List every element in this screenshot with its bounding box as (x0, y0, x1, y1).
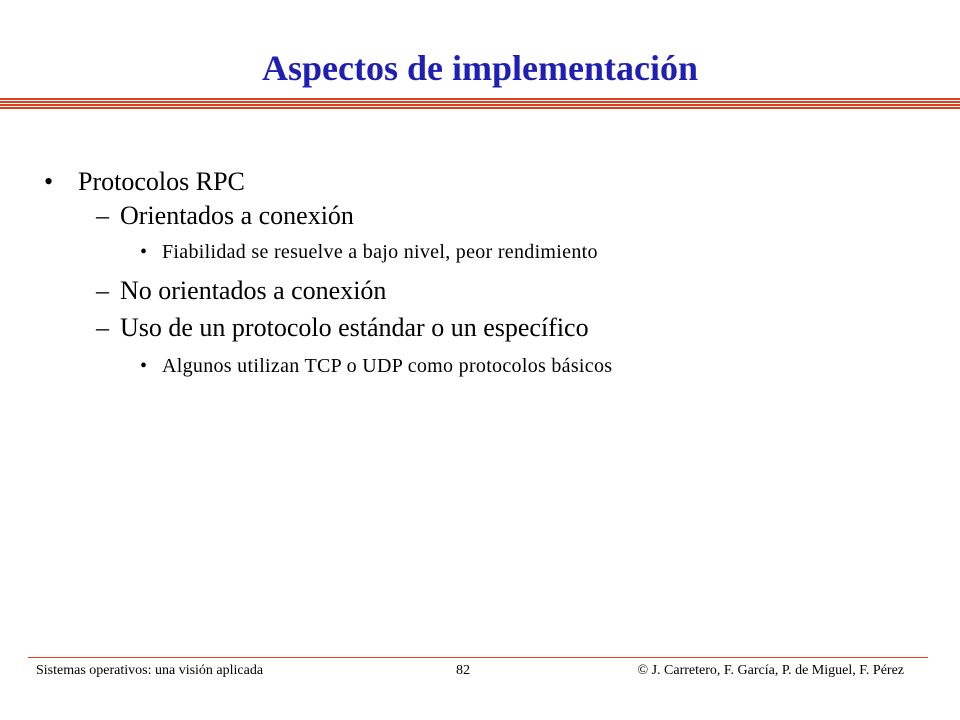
bullet-text: No orientados a conexión (120, 276, 387, 305)
dash-marker: – (96, 201, 109, 230)
bullet-text: Algunos utilizan TCP o UDP como protocolos básicos (162, 355, 613, 377)
bullet-item (96, 201, 354, 231)
bullet-text: Uso de un protocolo estándar o un específico (120, 313, 589, 342)
bullet-text: Orientados a conexión (120, 201, 354, 230)
bullet-text: Protocolos RPC (78, 167, 245, 196)
footer-rule (28, 657, 928, 658)
bullet-item (44, 167, 245, 197)
footer-authors: © J. Carretero, F. García, P. de Miguel, F. Pérez (637, 663, 904, 678)
bullet-marker: • (140, 355, 148, 377)
bullet-item (96, 313, 589, 343)
bullet-item (96, 276, 386, 306)
title-underline-rule (0, 98, 960, 112)
bullet-marker: • (44, 167, 54, 196)
bullet-marker: • (140, 241, 148, 263)
bullet-item (140, 353, 612, 379)
slide-title: Aspectos de implementación (262, 48, 698, 88)
footer-book-title: Sistemas operativos: una visión aplicada (36, 663, 264, 678)
page-number: 82 (456, 663, 470, 678)
bullet-text: Fiabilidad se resuelve a bajo nivel, peor rendimiento (162, 241, 598, 263)
dash-marker: – (96, 313, 109, 342)
dash-marker: – (96, 276, 109, 305)
bullet-item (140, 239, 598, 265)
